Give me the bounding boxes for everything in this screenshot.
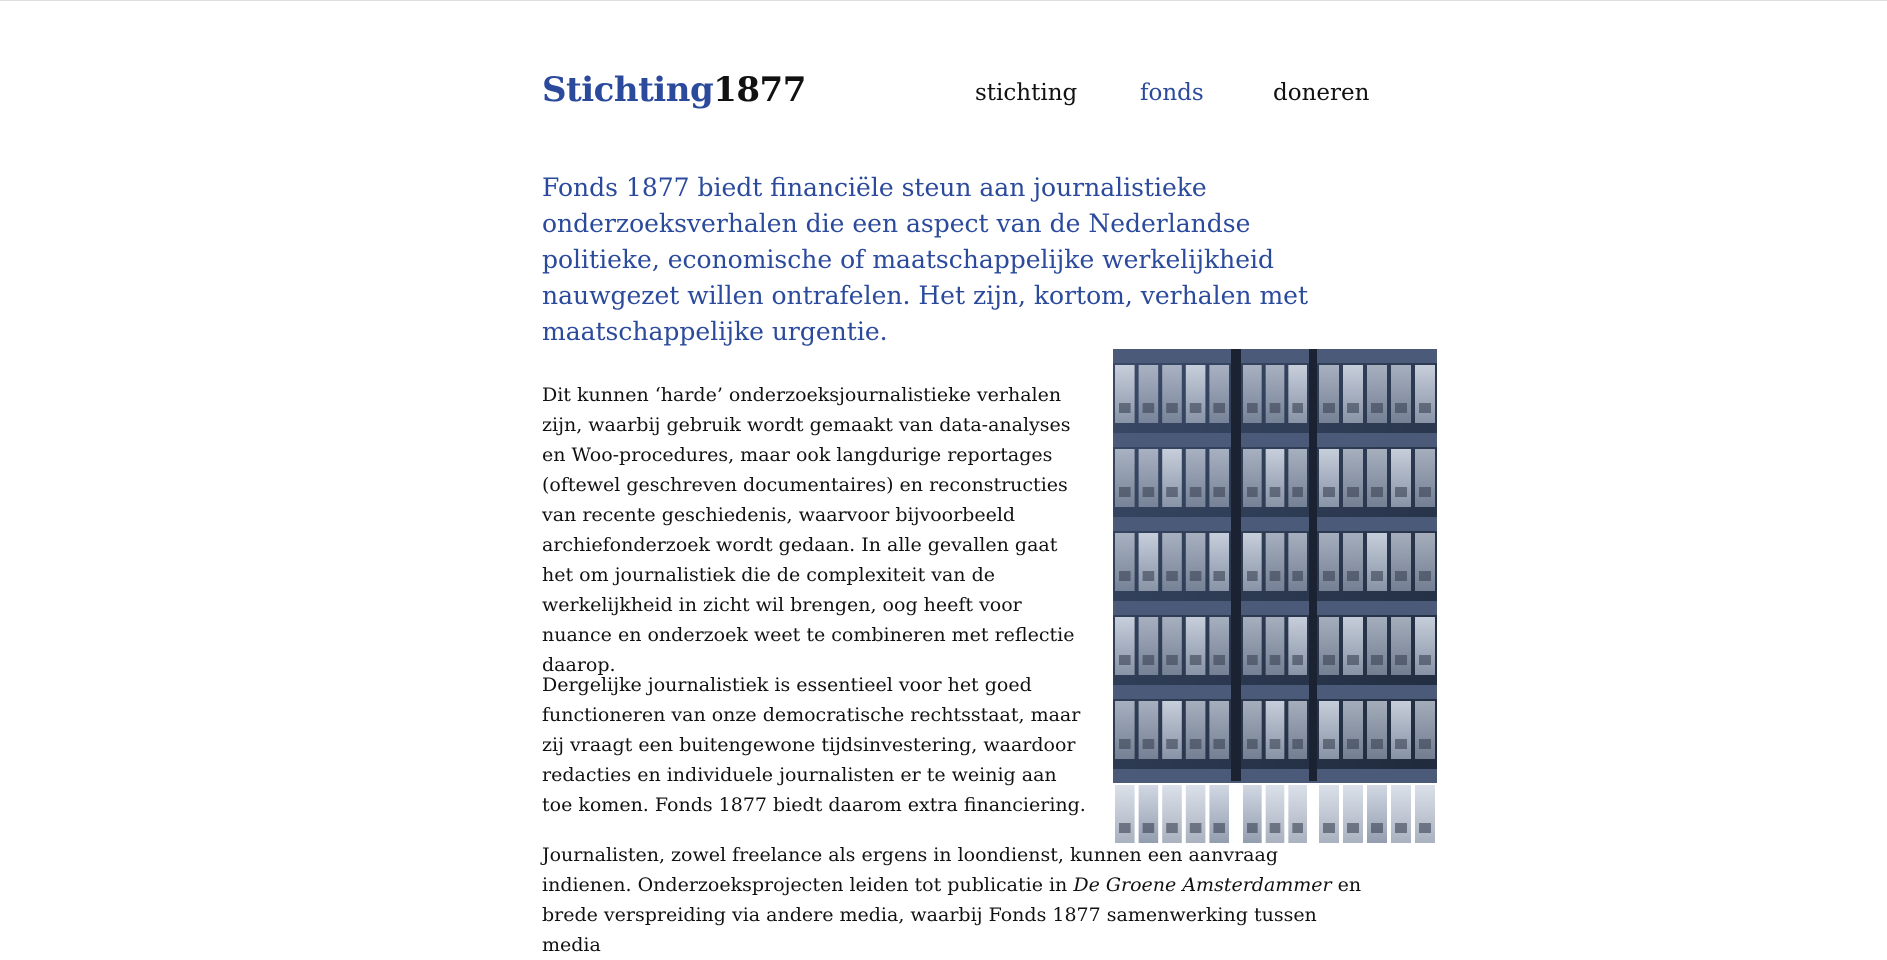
site-logo[interactable] — [542, 70, 806, 110]
body-paragraph-2: Dergelijke journalistiek is essentieel voor het goed functioneren van onze democratische rechtsstaat, maar zij vraagt een buitengewone tijdsinvestering, waardoor redacties en individuele journalisten er te weinig aan toe komen. Fonds 1877 biedt daarom extra financiering. — [542, 674, 1086, 816]
nav-link-fonds[interactable]: fonds — [1140, 80, 1204, 106]
top-border — [0, 0, 1887, 1]
intro-paragraph: Fonds 1877 biedt financiële steun aan journalistieke onderzoeksverhalen die een aspect van de Nederlandse politieke, economische of maatschappelijke werkelijkheid nauwgezet willen ontrafelen. Het zijn, kortom, verhalen met maatschappelijke urgentie. — [542, 173, 1308, 346]
body-paragraph-1: Dit kunnen ‘harde’ onderzoeksjournalistieke verhalen zijn, waarbij gebruik wordt gemaakt van data-analyses en Woo-procedures, maar ook langdurige reportages (oftewel geschreven documentaires) en reconstructies van recente geschiedenis, waarvoor bijvoorbeeld archiefonderzoek wordt gedaan. In alle gevallen gaat het om journalistiek die de complexiteit van de werkelijkheid in zicht wil brengen, oog heeft voor nuance en onderzoek weet te combineren met reflectie daarop. — [542, 384, 1075, 676]
nav-link-doneren[interactable]: doneren — [1273, 80, 1370, 106]
publication-name: De Groene Amsterdammer — [1073, 874, 1332, 896]
office-building-photo — [1113, 349, 1437, 781]
logo-word-stichting: Stichting — [542, 70, 714, 110]
p3-text-end: en brede verspreiding via andere media, waarbij Fonds 1877 samenwerking tussen media — [542, 874, 1362, 956]
body-paragraph-3 — [542, 840, 1372, 960]
logo-number: 1877 — [713, 70, 806, 110]
p3-text-start: Journalisten, zowel freelance als ergens in loondienst, kunnen een aanvraag indienen. Onderzoeksprojecten leiden tot publicatie in — [542, 844, 1278, 896]
nav-link-stichting[interactable]: stichting — [975, 80, 1078, 106]
